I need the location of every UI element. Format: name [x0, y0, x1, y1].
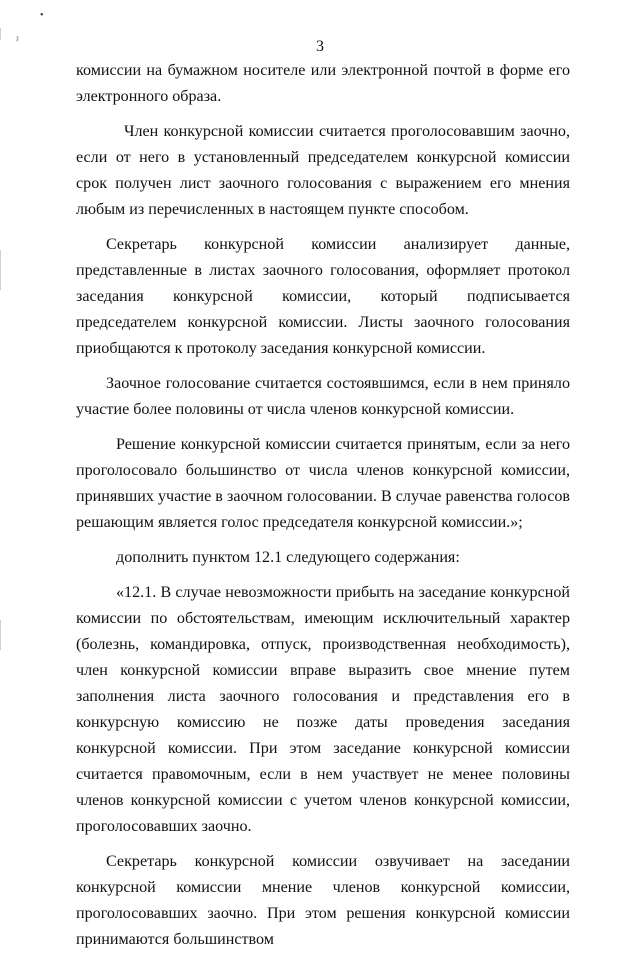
- paragraph-vote-valid: Заочное голосование считается состоявшимся, если в нем приняло участие более половины от числа членов конкурсной комиссии.: [76, 375, 570, 418]
- page-number: 3: [316, 38, 324, 55]
- scan-tick-mark: ˀ: [16, 36, 19, 47]
- scan-edge-mark: [0, 250, 1, 290]
- scan-edge-mark: [0, 620, 1, 650]
- paragraph-add-clause: дополнить пунктом 12.1 следующего содержания:: [116, 549, 460, 566]
- scan-dot-mark: •: [40, 10, 44, 21]
- paragraph-secretary-analyzes: Секретарь конкурсной комиссии анализирует данные, представленные в листах заочного голосования, оформляет протокол заседания конкурсной комиссии, который подписывается председателем конкурсной комиссии. Листы заочного голосования приобщаются к протоколу заседания конкурсной комиссии.: [76, 236, 570, 357]
- paragraph-secretary-announces: Секретарь конкурсной комиссии озвучивает на заседании конкурсной комиссии мнение членов конкурсной комиссии, проголосовавших заочно. При этом решения конкурсной комиссии принимаются большинством: [76, 853, 570, 948]
- paragraph-decision-adopted: Решение конкурсной комиссии считается принятым, если за него проголосовало большинство от числа членов конкурсной комиссии, принявших участие в заочном голосовании. В случае равенства голосов решающим является голос председателя конкурсной комиссии.»;: [76, 436, 570, 531]
- paragraph-continuation: комиссии на бумажном носителе или электронной почтой в форме его электронного образа.: [76, 62, 570, 105]
- document-body: [76, 58, 570, 962]
- paragraph-member-voted: Член конкурсной комиссии считается проголосовавшим заочно, если от него в установленный председателем конкурсной комиссии срок получен лист заочного голосования с выражением его мнения любым из перечисленных в настоящем пункте способом.: [76, 123, 570, 218]
- paragraph-clause-12-1: «12.1. В случае невозможности прибыть на заседание конкурсной комиссии по обстоятельствам, имеющим исключительный характер (болезнь, командировка, отпуск, производственная необходимость), член конкурсной комиссии вправе выразить свое мнение путем заполнения листа заочного голосования и представления его в конкурсную комиссию не позже даты проведения заседания конкурсной комиссии. При этом заседание конкурсной комиссии считается правомочным, если в нем участвует не менее половины членов конкурсной комиссии с учетом членов конкурсной комиссии, проголосовавших заочно.: [76, 584, 570, 835]
